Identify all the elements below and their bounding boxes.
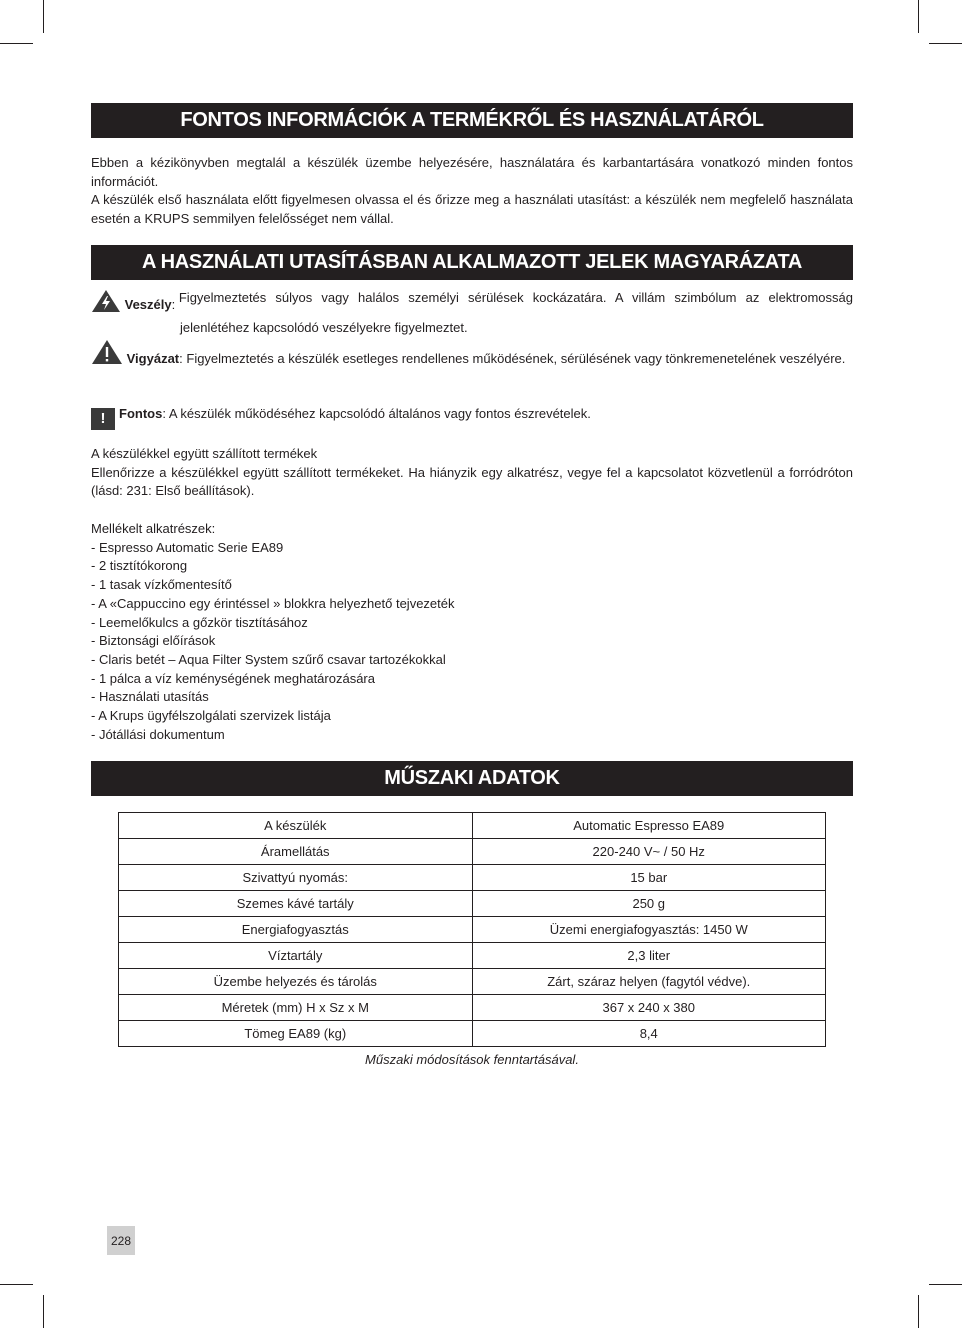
table-row <box>119 813 826 839</box>
important-entry: ! Fontos: A készülék működéséhez kapcsolódó általános vagy fontos észrevételek. <box>91 405 853 430</box>
crop-mark <box>929 1284 962 1285</box>
intro-text <box>91 154 853 229</box>
danger-entry: Veszély: Figyelmeztetés súlyos vagy halálos személyi sérülések kockázatára. A villám szimbólum az elektromosság jelenlétéhez kapcsolódó veszélyekre figyelmeztet. <box>91 289 853 337</box>
crop-mark <box>929 43 962 44</box>
list-item: - A Krups ügyfélszolgálati szervizek listája <box>91 708 331 724</box>
danger-text-continued: jelenlétéhez kapcsolódó veszélyekre figyelmeztet. <box>180 319 468 335</box>
supplied-items-block <box>91 445 853 501</box>
list-item: - Espresso Automatic Serie EA89 <box>91 539 284 555</box>
crop-mark <box>0 43 33 44</box>
section-title-symbols: A HASZNÁLATI UTASÍTÁSBAN ALKALMAZOTT JELEK MAGYARÁZATA <box>91 245 853 280</box>
table-cell-value: 250 g <box>472 891 826 917</box>
list-item: - 1 pálca a víz keménységének meghatározására <box>91 670 375 686</box>
table-cell-label: Energiafogyasztás <box>119 917 473 943</box>
table-cell-label: Üzembe helyezés és tárolás <box>119 969 473 995</box>
table-cell-label: Áramellátás <box>119 839 473 865</box>
lightning-warning-icon <box>91 289 121 319</box>
list-item: - Claris betét – Aqua Filter System szűrő csavar tartozékokkal <box>91 651 446 667</box>
table-cell-label: Víztartály <box>119 943 473 969</box>
table-cell-value: Üzemi energiafogyasztás: 1450 W <box>472 917 826 943</box>
table-cell-value: Zárt, száraz helyen (fagytól védve). <box>472 969 826 995</box>
table-row <box>119 865 826 891</box>
table-cell-value: 8,4 <box>472 1021 826 1047</box>
list-item: - Használati utasítás <box>91 689 209 705</box>
crop-mark <box>0 1284 33 1285</box>
caution-label: Vigyázat <box>126 351 180 366</box>
supplied-heading: A készülékkel együtt szállított termékek <box>91 446 318 461</box>
page-number: 228 <box>107 1226 135 1255</box>
list-item: - 1 tasak vízkőmentesítő <box>91 577 232 593</box>
supplied-text: Ellenőrizze a készülékkel együtt szállított termékeket. Ha hiányzik egy alkatrész, vegye fel a kapcsolatot közvetlenül a forródróton (lásd: 231: Első beállítások). <box>91 464 853 499</box>
table-row <box>119 1021 826 1047</box>
table-cell-value: 220-240 V~ / 50 Hz <box>472 839 826 865</box>
table-cell-label: A készülék <box>119 813 473 839</box>
technical-data-table <box>118 812 826 1047</box>
table-cell-value: 367 x 240 x 380 <box>472 995 826 1021</box>
list-item: - Leemelőkulcs a gőzkör tisztításához <box>91 614 308 630</box>
caution-text: Figyelmeztetés a készülék esetleges rendellenes működésének, sérülésének vagy tönkremenetelének veszélyére. <box>186 351 846 366</box>
table-cell-value: 2,3 liter <box>472 943 826 969</box>
section-title-technical-data: MŰSZAKI ADATOK <box>91 761 853 796</box>
list-item: - Jótállási dokumentum <box>91 726 225 742</box>
intro-paragraph: A készülék első használata előtt figyelmesen olvassa el és őrizze meg a használati utasítást: a készülék nem megfelelő használata esetén a KRUPS semmilyen felelősséget nem vállal. <box>91 192 853 227</box>
table-row <box>119 995 826 1021</box>
danger-text: Figyelmeztetés súlyos vagy halálos személyi sérülések kockázatára. A villám szimbólum az elektromosság <box>178 290 853 305</box>
table-row <box>119 839 826 865</box>
caution-entry: Vigyázat: Figyelmeztetés a készülék esetleges rendellenes működésének, sérülésének vagy tönkremenetelének veszélyére. <box>91 339 853 371</box>
crop-mark <box>43 1295 44 1328</box>
table-cell-label: Szivattyú nyomás: <box>119 865 473 891</box>
list-item: - A «Cappuccino egy érintéssel » blokkra helyezhető tejvezeték <box>91 595 455 611</box>
list-item: - 2 tisztítókorong <box>91 558 188 574</box>
danger-label: Veszély <box>124 297 172 312</box>
technical-note: Műszaki módosítások fenntartásával. <box>365 1052 579 1067</box>
intro-paragraph: Ebben a kézikönyvben megtalál a készülék üzembe helyezésére, használatára és karbantartására vonatkozó minden fontos információt. <box>91 155 853 189</box>
table-cell-label: Tömeg EA89 (kg) <box>119 1021 473 1047</box>
list-item: - Biztonsági előírások <box>91 633 216 649</box>
table-row <box>119 969 826 995</box>
table-row <box>119 917 826 943</box>
table-cell-label: Méretek (mm) H x Sz x M <box>119 995 473 1021</box>
warning-triangle-icon <box>91 339 123 371</box>
table-cell-value: Automatic Espresso EA89 <box>472 813 826 839</box>
parts-list-block <box>91 520 853 744</box>
table-cell-value: 15 bar <box>472 865 826 891</box>
crop-mark <box>918 1295 919 1328</box>
table-row <box>119 943 826 969</box>
important-text: A készülék működéséhez kapcsolódó általános vagy fontos észrevételek. <box>168 406 591 421</box>
section-title-important-info: FONTOS INFORMÁCIÓK A TERMÉKRŐL ÉS HASZNÁLATÁRÓL <box>91 103 853 138</box>
crop-mark <box>43 0 44 33</box>
important-label: Fontos <box>119 406 163 421</box>
table-cell-label: Szemes kávé tartály <box>119 891 473 917</box>
parts-heading: Mellékelt alkatrészek: <box>91 521 216 536</box>
crop-mark <box>918 0 919 33</box>
exclamation-box-icon: ! <box>91 408 115 430</box>
table-row <box>119 891 826 917</box>
